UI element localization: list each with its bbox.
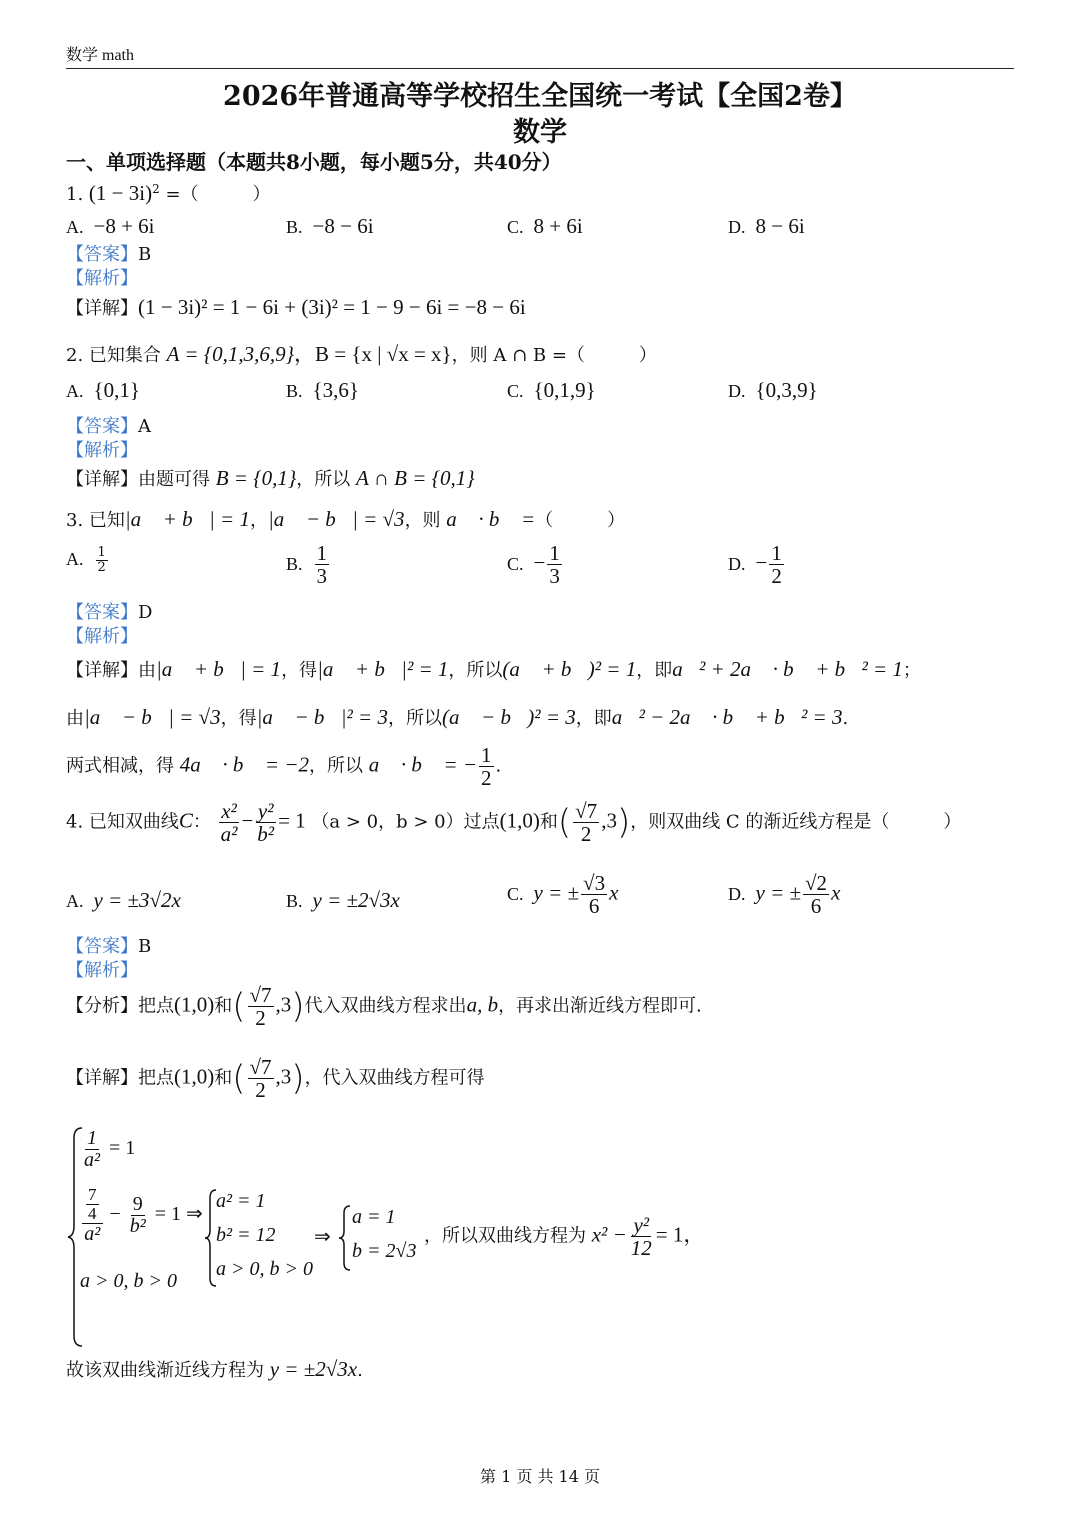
q2-option-c: C. {0,1,9} bbox=[507, 378, 596, 402]
q3-option-d: D. − $\frac{1}{2}$ bbox=[728, 541, 782, 589]
implies-arrow: ⇒ bbox=[314, 1226, 331, 1248]
sys1-line3: a > 0, b > 0 bbox=[80, 1270, 177, 1292]
sys3-line2: b = 2√3 bbox=[352, 1240, 417, 1262]
header-subject: 数学 math bbox=[66, 47, 134, 64]
sys1-line2: $\frac{\frac{7}{4}}{\text{a²}}$ − $\frac{9}{\text{b²}}$ = 1 ⇒ bbox=[80, 1186, 203, 1245]
q4-fenxi: 【分析】把点(1,0)和( $\frac{√7}{2}$ ,3)代入双曲线方程求出a, b，再求出渐近线方程即可. bbox=[66, 983, 702, 1031]
q1-option-c: C. 8 + 6i bbox=[507, 214, 583, 238]
section-heading: 一、单项选择题（本题共8小题，每小题5分，共40分） bbox=[66, 150, 562, 174]
q4-option-d: D. y = ± $\frac{√2}{6}$ x bbox=[728, 871, 841, 919]
sys1-line1: $\frac{1}{\text{a²}}$ = 1 bbox=[84, 1127, 136, 1171]
q2-stem: 2. 已知集合 A = {0,1,3,6,9}，B = {x | √x = x}，则 A ∩ B =（ ） bbox=[66, 342, 657, 366]
q1-option-b: B. −8 − 6i bbox=[286, 214, 374, 238]
page-title: 2026年普通高等学校招生全国统一考试【全国2卷】 bbox=[223, 81, 857, 112]
q1-stem: 1. $(1 - 3i)^2$ =（ ） bbox=[66, 181, 271, 205]
q3-option-a: A. $\frac{1}{2}$ bbox=[66, 545, 106, 575]
q1-option-a: A. −8 + 6i bbox=[66, 214, 155, 238]
q4-answer: 【答案】B bbox=[66, 936, 152, 957]
q1-analysis-label: 【解析】 bbox=[66, 268, 138, 289]
q3-answer: 【答案】D bbox=[66, 602, 153, 623]
q3-detail-line1: 【详解】由|a⃗ + b⃗| = 1，得|a⃗ + b⃗|² = 1，所以(a⃗ + b⃗)² = 1，即a⃗² + 2a⃗ · b⃗ + b⃗² = 1； bbox=[66, 657, 921, 681]
q3-option-b: B. $\frac{1}{3}$ bbox=[286, 541, 328, 589]
q2-option-d: D. {0,3,9} bbox=[728, 378, 818, 402]
q2-option-b: B. {3,6} bbox=[286, 378, 359, 402]
sys3-line1: a = 1 bbox=[352, 1206, 396, 1228]
left-brace-3 bbox=[338, 1204, 352, 1272]
q4-option-c: C. y = ± $\frac{√3}{6}$ x bbox=[507, 871, 619, 919]
q3-stem: 3. 已知|a⃗ + b⃗| = 1，|a⃗ − b⃗| = √3，则 a⃗ · b⃗ =（ ） bbox=[66, 507, 626, 531]
page-header bbox=[66, 42, 1014, 69]
q2-option-a: A. {0,1} bbox=[66, 378, 140, 402]
q4-final: 故该双曲线渐近线方程为 y = ±2√3x. bbox=[66, 1357, 363, 1381]
q1-detail: 【详解】(1 − 3i)² = 1 − 6i + (3i)² = 1 − 9 − 6i = −8 − 6i bbox=[66, 295, 526, 319]
q4-option-b: B. y = ±2√3x bbox=[286, 888, 400, 912]
q2-analysis-label: 【解析】 bbox=[66, 440, 138, 461]
sys2-line2: b² = 12 bbox=[216, 1224, 276, 1246]
q3-detail-line2: 由|a⃗ − b⃗| = √3，得|a⃗ − b⃗|² = 3，所以(a⃗ − b⃗)² = 3，即a⃗² − 2a⃗ · b⃗ + b⃗² = 3. bbox=[66, 705, 849, 729]
q3-detail-line3: 两式相减，得 4a⃗ · b⃗ = −2，所以 a⃗ · b⃗ = − $\frac{1}{2}$ . bbox=[66, 743, 502, 791]
q2-answer: 【答案】A bbox=[66, 416, 151, 437]
q4-analysis-label: 【解析】 bbox=[66, 960, 138, 981]
q3-option-c: C. − $\frac{1}{3}$ bbox=[507, 541, 560, 589]
q2-detail: 【详解】由题可得 B = {0,1}，所以 A ∩ B = {0,1} bbox=[66, 466, 475, 490]
sys2-line3: a > 0, b > 0 bbox=[216, 1258, 313, 1280]
q3-analysis-label: 【解析】 bbox=[66, 626, 138, 647]
q4-detail: 【详解】把点(1,0)和( $\frac{√7}{2}$ ,3)，代入双曲线方程可得 bbox=[66, 1055, 485, 1103]
page-footer: 第 1 页 共 14 页 bbox=[480, 1467, 600, 1486]
page-subtitle: 数学 bbox=[513, 117, 567, 148]
q1-option-d: D. 8 − 6i bbox=[728, 214, 805, 238]
q1-answer: 【答案】B bbox=[66, 244, 152, 265]
q4-conclusion: ，所以双曲线方程为 x² − $\frac{\text{y²}}{12}$ = 1， bbox=[424, 1213, 705, 1261]
q4-option-a: A. y = ±3√2x bbox=[66, 888, 181, 912]
sys2-line1: a² = 1 bbox=[216, 1190, 266, 1212]
q4-stem: 4. 已知双曲线C： $\frac{\text{x²}}{\text{a²}}$ − $\frac{\text{y²}}{\text{b²}}$ = 1 （a > 0，b > 0）过点(1,0)和( $\frac{√7}{2}$ ,3)，则双曲线 C 的渐近线方程是（ ） bbox=[66, 799, 962, 847]
